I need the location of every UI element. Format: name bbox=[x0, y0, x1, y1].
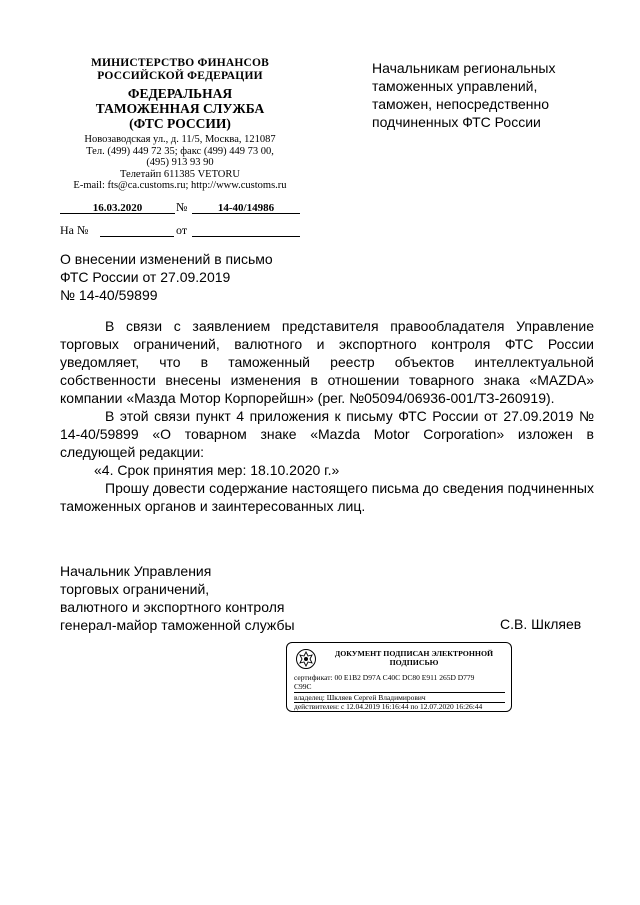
stamp-certificate-cont: C99C bbox=[294, 682, 312, 691]
body-paragraph: В связи с заявлением представителя правообладателя Управление торговых ограничений, валютного и экспортного контроля ФТС России уведомляет, что в таможенный реестр объектов интеллектуальной собственности внесены изменения в отношении товарного знака «MAZDA» компании «Мазда Мотор Корпорейшн» (рег. №05094/06936-001/ТЗ-260919). bbox=[60, 318, 594, 406]
recipient-line: Начальникам региональных bbox=[372, 60, 556, 76]
subject bbox=[60, 250, 320, 304]
subject-line: ФТС России от 27.09.2019 bbox=[60, 269, 231, 285]
document-number: 14-40/14986 bbox=[217, 202, 275, 214]
stamp-title bbox=[321, 649, 507, 667]
ministry-heading bbox=[60, 57, 300, 83]
agency-line: ТАМОЖЕННАЯ СЛУЖБА bbox=[95, 101, 265, 116]
signer-line: торговых ограничений, bbox=[60, 581, 210, 597]
subject-line: О внесении изменений в письмо bbox=[60, 251, 273, 267]
stamp-title-line: ПОДПИСЬЮ bbox=[389, 658, 439, 667]
recipient-line: подчиненных ФТС России bbox=[372, 114, 541, 130]
body-paragraph: Прошу довести содержание настоящего письма до сведения подчиненных таможенных органов и заинтересованных лиц. bbox=[60, 480, 594, 514]
ministry-line: РОССИЙСКОЙ ФЕДЕРАЦИИ bbox=[97, 70, 263, 82]
e-signature-stamp bbox=[286, 642, 512, 712]
phone-line: (495) 913 93 90 bbox=[146, 157, 214, 168]
agency-contacts bbox=[60, 134, 300, 192]
email-line: E-mail: fts@ca.customs.ru; http://www.customs.ru bbox=[73, 180, 287, 191]
recipient-block bbox=[372, 59, 612, 131]
ref-label: На № bbox=[60, 223, 89, 237]
ref-from-label: от bbox=[176, 223, 188, 237]
body-paragraph: В этой связи пункт 4 приложения к письму ФТС России от 27.09.2019 № 14-40/59899 «О товарном знаке «Mazda Motor Corporation» изложен в следующей редакции: bbox=[60, 408, 594, 460]
signer-line: Начальник Управления bbox=[60, 563, 212, 579]
subject-line: № 14-40/59899 bbox=[60, 287, 158, 303]
signer-line: валютного и экспортного контроля bbox=[60, 599, 285, 615]
signer-line: генерал-майор таможенной службы bbox=[60, 617, 295, 633]
body-quote: «4. Срок принятия мер: 18.10.2020 г.» bbox=[94, 462, 340, 478]
stamp-validity: действителен: с 12.04.2019 16:16:44 по 12.07.2020 16:26:44 bbox=[294, 702, 483, 711]
emblem-icon bbox=[295, 648, 317, 670]
recipient-line: таможен, непосредственно bbox=[372, 96, 550, 112]
phone-line: Тел. (499) 449 72 35; факс (499) 449 73 00, bbox=[86, 145, 274, 157]
ref-date-underline bbox=[192, 236, 300, 237]
stamp-certificate: сертификат: 00 E1B2 D97A C40C DC80 E911 265D D779 bbox=[294, 673, 475, 682]
letter-body bbox=[60, 317, 594, 515]
address-line: Новозаводская ул., д. 11/5, Москва, 121087 bbox=[84, 134, 276, 145]
agency-line: (ФТС РОССИИ) bbox=[129, 116, 231, 131]
teletype-line: Телетайп 611385 VETORU bbox=[120, 168, 240, 180]
number-sign: № bbox=[176, 200, 188, 214]
agency-heading bbox=[60, 86, 300, 131]
registration-row bbox=[60, 200, 310, 220]
reference-row bbox=[60, 223, 310, 243]
stamp-owner: владелец: Шкляев Сергей Владимирович bbox=[294, 693, 426, 702]
ref-number-underline bbox=[100, 236, 174, 237]
stamp-title-line: ДОКУМЕНТ ПОДПИСАН ЭЛЕКТРОННОЙ bbox=[334, 649, 494, 658]
recipient-line: таможенных управлений, bbox=[372, 78, 538, 94]
signer-position bbox=[60, 562, 340, 634]
agency-line: ФЕДЕРАЛЬНАЯ bbox=[127, 86, 233, 101]
document-date: 16.03.2020 bbox=[92, 202, 143, 214]
ministry-line: МИНИСТЕРСТВО ФИНАНСОВ bbox=[90, 57, 270, 69]
signer-name: С.В. Шкляев bbox=[500, 616, 582, 632]
